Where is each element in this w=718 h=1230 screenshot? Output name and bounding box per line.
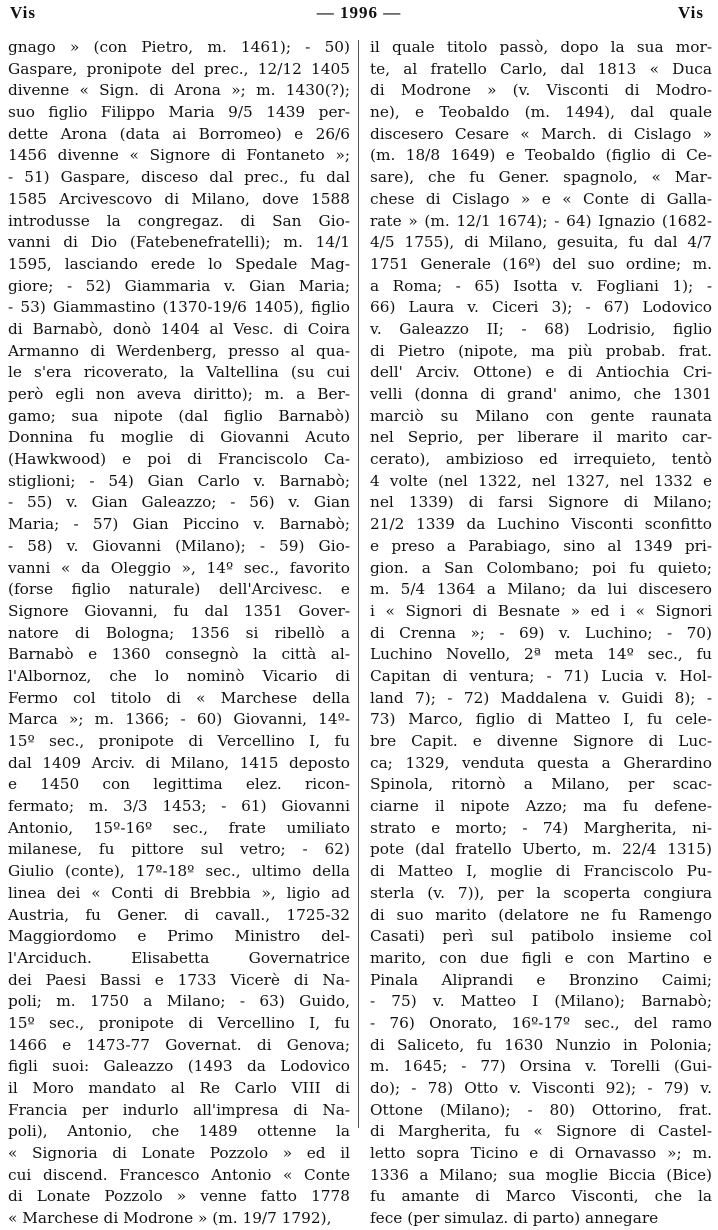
text-line: di Crenna »; - 69) v. Luchino; - 70): [370, 623, 712, 642]
text-line: (Hawkwood) e poi di Franciscolo Ca-: [8, 450, 350, 469]
text-line: letto sopra Ticino e di Ornavasso »; m.: [370, 1144, 712, 1163]
text-line: fermato; m. 3/3 1453; - 61) Giovanni: [8, 797, 350, 816]
text-line: 1336 a Milano; sua moglie Biccia (Bice): [370, 1165, 712, 1184]
text-line: poli; m. 1750 a Milano; - 63) Guido,: [8, 992, 350, 1011]
text-line: cui discend. Francesco Antonio « Conte: [8, 1165, 350, 1184]
text-line: marito, con due figli e con Martino e: [370, 948, 712, 967]
text-line: il quale titolo passò, dopo la sua mor-: [370, 38, 712, 56]
text-line: sare), che fu Gener. spagnolo, « Mar-: [370, 168, 712, 187]
text-line: m. 5/4 1364 a Milano; da lui discesero: [370, 580, 712, 599]
text-line: ca; 1329, venduta questa a Gherardino: [370, 753, 712, 772]
header-right-keyword: Vis: [678, 3, 704, 22]
text-line: Armanno di Werdenberg, presso al qua-: [8, 341, 350, 360]
text-line: sterla (v. 7)), per la scoperta congiura: [370, 883, 712, 902]
text-line: Francia per indurlo all'impresa di Na-: [8, 1100, 350, 1119]
text-line: stiglioni; - 54) Gian Carlo v. Barnabò;: [8, 471, 350, 490]
text-line: pote (dal fratello Uberto, m. 22/4 1315): [370, 840, 712, 859]
text-line: - 51) Gaspare, disceso dal prec., fu dal: [8, 168, 350, 187]
text-line: Spinola, ritornò a Milano, per scac-: [370, 775, 712, 794]
text-line: fu amante di Marco Visconti, che la: [370, 1187, 712, 1206]
text-line: 66) Laura v. Ciceri 3); - 67) Lodovico: [370, 298, 712, 317]
text-line: Giulio (conte), 17º-18º sec., ultimo della: [8, 862, 350, 881]
text-line: Casati) perì sul patibolo insieme col: [370, 927, 712, 946]
text-line: rate » (m. 12/1 1674); - 64) Ignazio (1682-: [370, 211, 712, 230]
text-line: di Modrone » (v. Visconti di Modro-: [370, 81, 712, 100]
text-line: v. Galeazzo II; - 68) Lodrisio, figlio: [370, 319, 712, 338]
text-line: - 55) v. Gian Galeazzo; - 56) v. Gian: [8, 493, 350, 512]
text-line: velli (donna di grand' animo, che 1301: [370, 385, 712, 403]
text-line: 1466 e 1473-77 Governat. di Genova;: [8, 1035, 350, 1054]
text-line: i « Signori di Besnate » ed i « Signori: [370, 601, 712, 620]
text-line: 4/5 1755), di Milano, gesuita, fu dal 4/7: [370, 233, 712, 252]
text-line: suo figlio Filippo Maria 9/5 1439 per-: [8, 103, 350, 122]
text-line: cerato), ambizioso ed irrequieto, tentò: [370, 450, 712, 469]
right-column: [370, 37, 712, 1228]
text-line: fece (per simulaz. di parto) annegare: [370, 1209, 659, 1228]
text-line: il Moro mandato al Re Carlo VIII di: [8, 1079, 350, 1097]
text-line: bre Capit. e divenne Signore di Luc-: [370, 732, 712, 750]
text-line: Luchino Novello, 2ª meta 14º sec., fu: [370, 645, 712, 664]
text-line: chese di Cislago » e « Conte di Galla-: [370, 189, 712, 208]
text-line: gnago » (con Pietro, m. 1461); - 50): [8, 38, 350, 56]
text-line: 1595, lasciando erede lo Spedale Mag-: [8, 254, 350, 273]
text-line: poli), Antonio, che 1489 ottenne la: [8, 1122, 350, 1141]
text-line: vanni di Dio (Fatebenefratelli); m. 14/1: [8, 233, 350, 252]
text-line: l'Albornoz, che lo nominò Vicario di: [8, 666, 350, 685]
header-left-keyword: Vis: [10, 3, 36, 22]
text-line: discesero Cesare « March. di Cislago »: [370, 124, 712, 143]
text-line: 4 volte (nel 1322, nel 1327, nel 1332 e: [370, 471, 712, 490]
text-line: dell' Arciv. Ottone) e di Antiochia Cri-: [370, 363, 712, 382]
text-line: e preso a Parabiago, sino al 1349 pri-: [370, 536, 712, 555]
text-line: milanese, fu pittore sul vetro; - 62): [8, 840, 350, 859]
text-line: vanni « da Oleggio », 14º sec., favorito: [8, 558, 350, 577]
text-line: Gaspare, pronipote del prec., 12/12 1405: [8, 59, 350, 78]
text-line: te, al fratello Carlo, dal 1813 « Duca: [370, 59, 712, 78]
text-line: però egli non aveva diritto); m. a Ber-: [8, 385, 350, 403]
text-line: 1456 divenne « Signore di Fontaneto »;: [8, 146, 350, 165]
text-line: nel Seprio, per liberare il marito car-: [370, 428, 712, 447]
text-line: - 75) v. Matteo I (Milano); Barnabò;: [370, 992, 712, 1011]
column-divider: [358, 40, 359, 1128]
text-line: di Pietro (nipote, ma più probab. frat.: [370, 341, 712, 360]
text-line: dette Arona (data ai Borromeo) e 26/6: [8, 124, 350, 143]
text-line: Marca »; m. 1366; - 60) Giovanni, 14º-: [8, 710, 350, 729]
text-line: do); - 78) Otto v. Visconti 92); - 79) v.: [370, 1079, 712, 1097]
text-line: - 53) Giammastino (1370-19/6 1405), figlio: [8, 298, 350, 317]
text-line: (forse figlio naturale) dell'Arcivesc. e: [8, 580, 350, 599]
text-line: Antonio, 15º-16º sec., frate umiliato: [8, 818, 350, 837]
text-line: Ottone (Milano); - 80) Ottorino, frat.: [370, 1100, 712, 1119]
text-line: gamo; sua nipote (dal figlio Barnabò): [8, 406, 350, 425]
text-line: di Barnabò, donò 1404 al Vesc. di Coira: [8, 319, 350, 338]
text-line: 73) Marco, figlio di Matteo I, fu cele-: [370, 710, 712, 729]
text-line: figli suoi: Galeazzo (1493 da Lodovico: [8, 1057, 350, 1076]
text-line: ciarne il nipote Azzo; ma fu defene-: [370, 797, 712, 816]
text-line: e 1450 con legittima elez. ricon-: [8, 775, 350, 794]
page-header: [0, 0, 718, 30]
text-line: Austria, fu Gener. di cavall., 1725-32: [8, 905, 350, 924]
text-line: « Signoria di Lonate Pozzolo » ed il: [8, 1144, 350, 1163]
text-line: l'Arciduch. Elisabetta Governatrice: [8, 948, 350, 967]
text-line: Signore Giovanni, fu dal 1351 Gover-: [8, 601, 350, 620]
text-line: ne), e Teobaldo (m. 1494), dal quale: [370, 103, 712, 122]
text-line: strato e morto; - 74) Margherita, ni-: [370, 818, 712, 837]
text-line: di Matteo I, moglie di Franciscolo Pu-: [370, 862, 712, 881]
text-line: di Margherita, fu « Signore di Castel-: [370, 1122, 712, 1141]
text-line: Maggiordomo e Primo Ministro del-: [8, 927, 350, 946]
text-line: marciò su Milano con gente raunata: [370, 406, 712, 425]
text-line: « Marchese di Modrone » (m. 19/7 1792),: [8, 1209, 332, 1228]
text-line: m. 1645; - 77) Orsina v. Torelli (Gui-: [370, 1057, 712, 1076]
text-line: nel 1339) di farsi Signore di Milano;: [370, 493, 712, 512]
text-line: linea dei « Conti di Brebbia », ligio ad: [8, 883, 350, 902]
text-line: divenne « Sign. di Arona »; m. 1430(?);: [8, 81, 350, 100]
text-line: natore di Bologna; 1356 si ribellò a: [8, 623, 350, 642]
text-line: le s'era ricoverato, la Valtellina (su cui: [8, 363, 350, 382]
text-line: Maria; - 57) Gian Piccino v. Barnabò;: [8, 515, 350, 534]
text-line: 1751 Generale (16º) del suo ordine; m.: [370, 254, 712, 273]
text-line: di Saliceto, fu 1630 Nunzio in Polonia;: [370, 1035, 712, 1054]
text-line: dal 1409 Arciv. di Milano, 1415 deposto: [8, 753, 350, 772]
text-line: 15º sec., pronipote di Vercellino I, fu: [8, 1013, 350, 1032]
left-column: [8, 37, 350, 1228]
text-line: - 58) v. Giovanni (Milano); - 59) Gio-: [8, 536, 350, 555]
text-line: Capitan di ventura; - 71) Lucia v. Hol-: [370, 666, 712, 685]
page-number: — 1996 —: [316, 3, 402, 22]
text-line: giore; - 52) Giammaria v. Gian Maria;: [8, 276, 350, 295]
text-line: a Roma; - 65) Isotta v. Fogliani 1); -: [370, 276, 712, 295]
text-line: di suo marito (delatore ne fu Ramengo: [370, 905, 712, 924]
text-line: - 76) Onorato, 16º-17º sec., del ramo: [370, 1013, 712, 1032]
text-line: 1585 Arcivescovo di Milano, dove 1588: [8, 189, 350, 208]
text-line: Donnina fu moglie di Giovanni Acuto: [8, 428, 350, 447]
text-line: land 7); - 72) Maddalena v. Guidi 8); -: [370, 688, 712, 707]
text-line: di Lonate Pozzolo » venne fatto 1778: [8, 1187, 350, 1206]
text-line: introdusse la congregaz. di San Gio-: [8, 211, 350, 230]
text-line: 15º sec., pronipote di Vercellino I, fu: [8, 732, 350, 750]
text-line: (m. 18/8 1649) e Teobaldo (figlio di Ce-: [370, 146, 712, 165]
text-line: Barnabò e 1360 consegnò la città al-: [8, 645, 350, 664]
text-line: Pinala Aliprandi e Bronzino Caimi;: [370, 970, 712, 989]
text-line: dei Paesi Bassi e 1733 Vicerè di Na-: [8, 970, 350, 989]
text-line: gion. a San Colombano; poi fu quieto;: [370, 558, 712, 577]
text-line: 21/2 1339 da Luchino Visconti sconfitto: [370, 515, 712, 534]
text-line: Fermo col titolo di « Marchese della: [8, 688, 350, 707]
